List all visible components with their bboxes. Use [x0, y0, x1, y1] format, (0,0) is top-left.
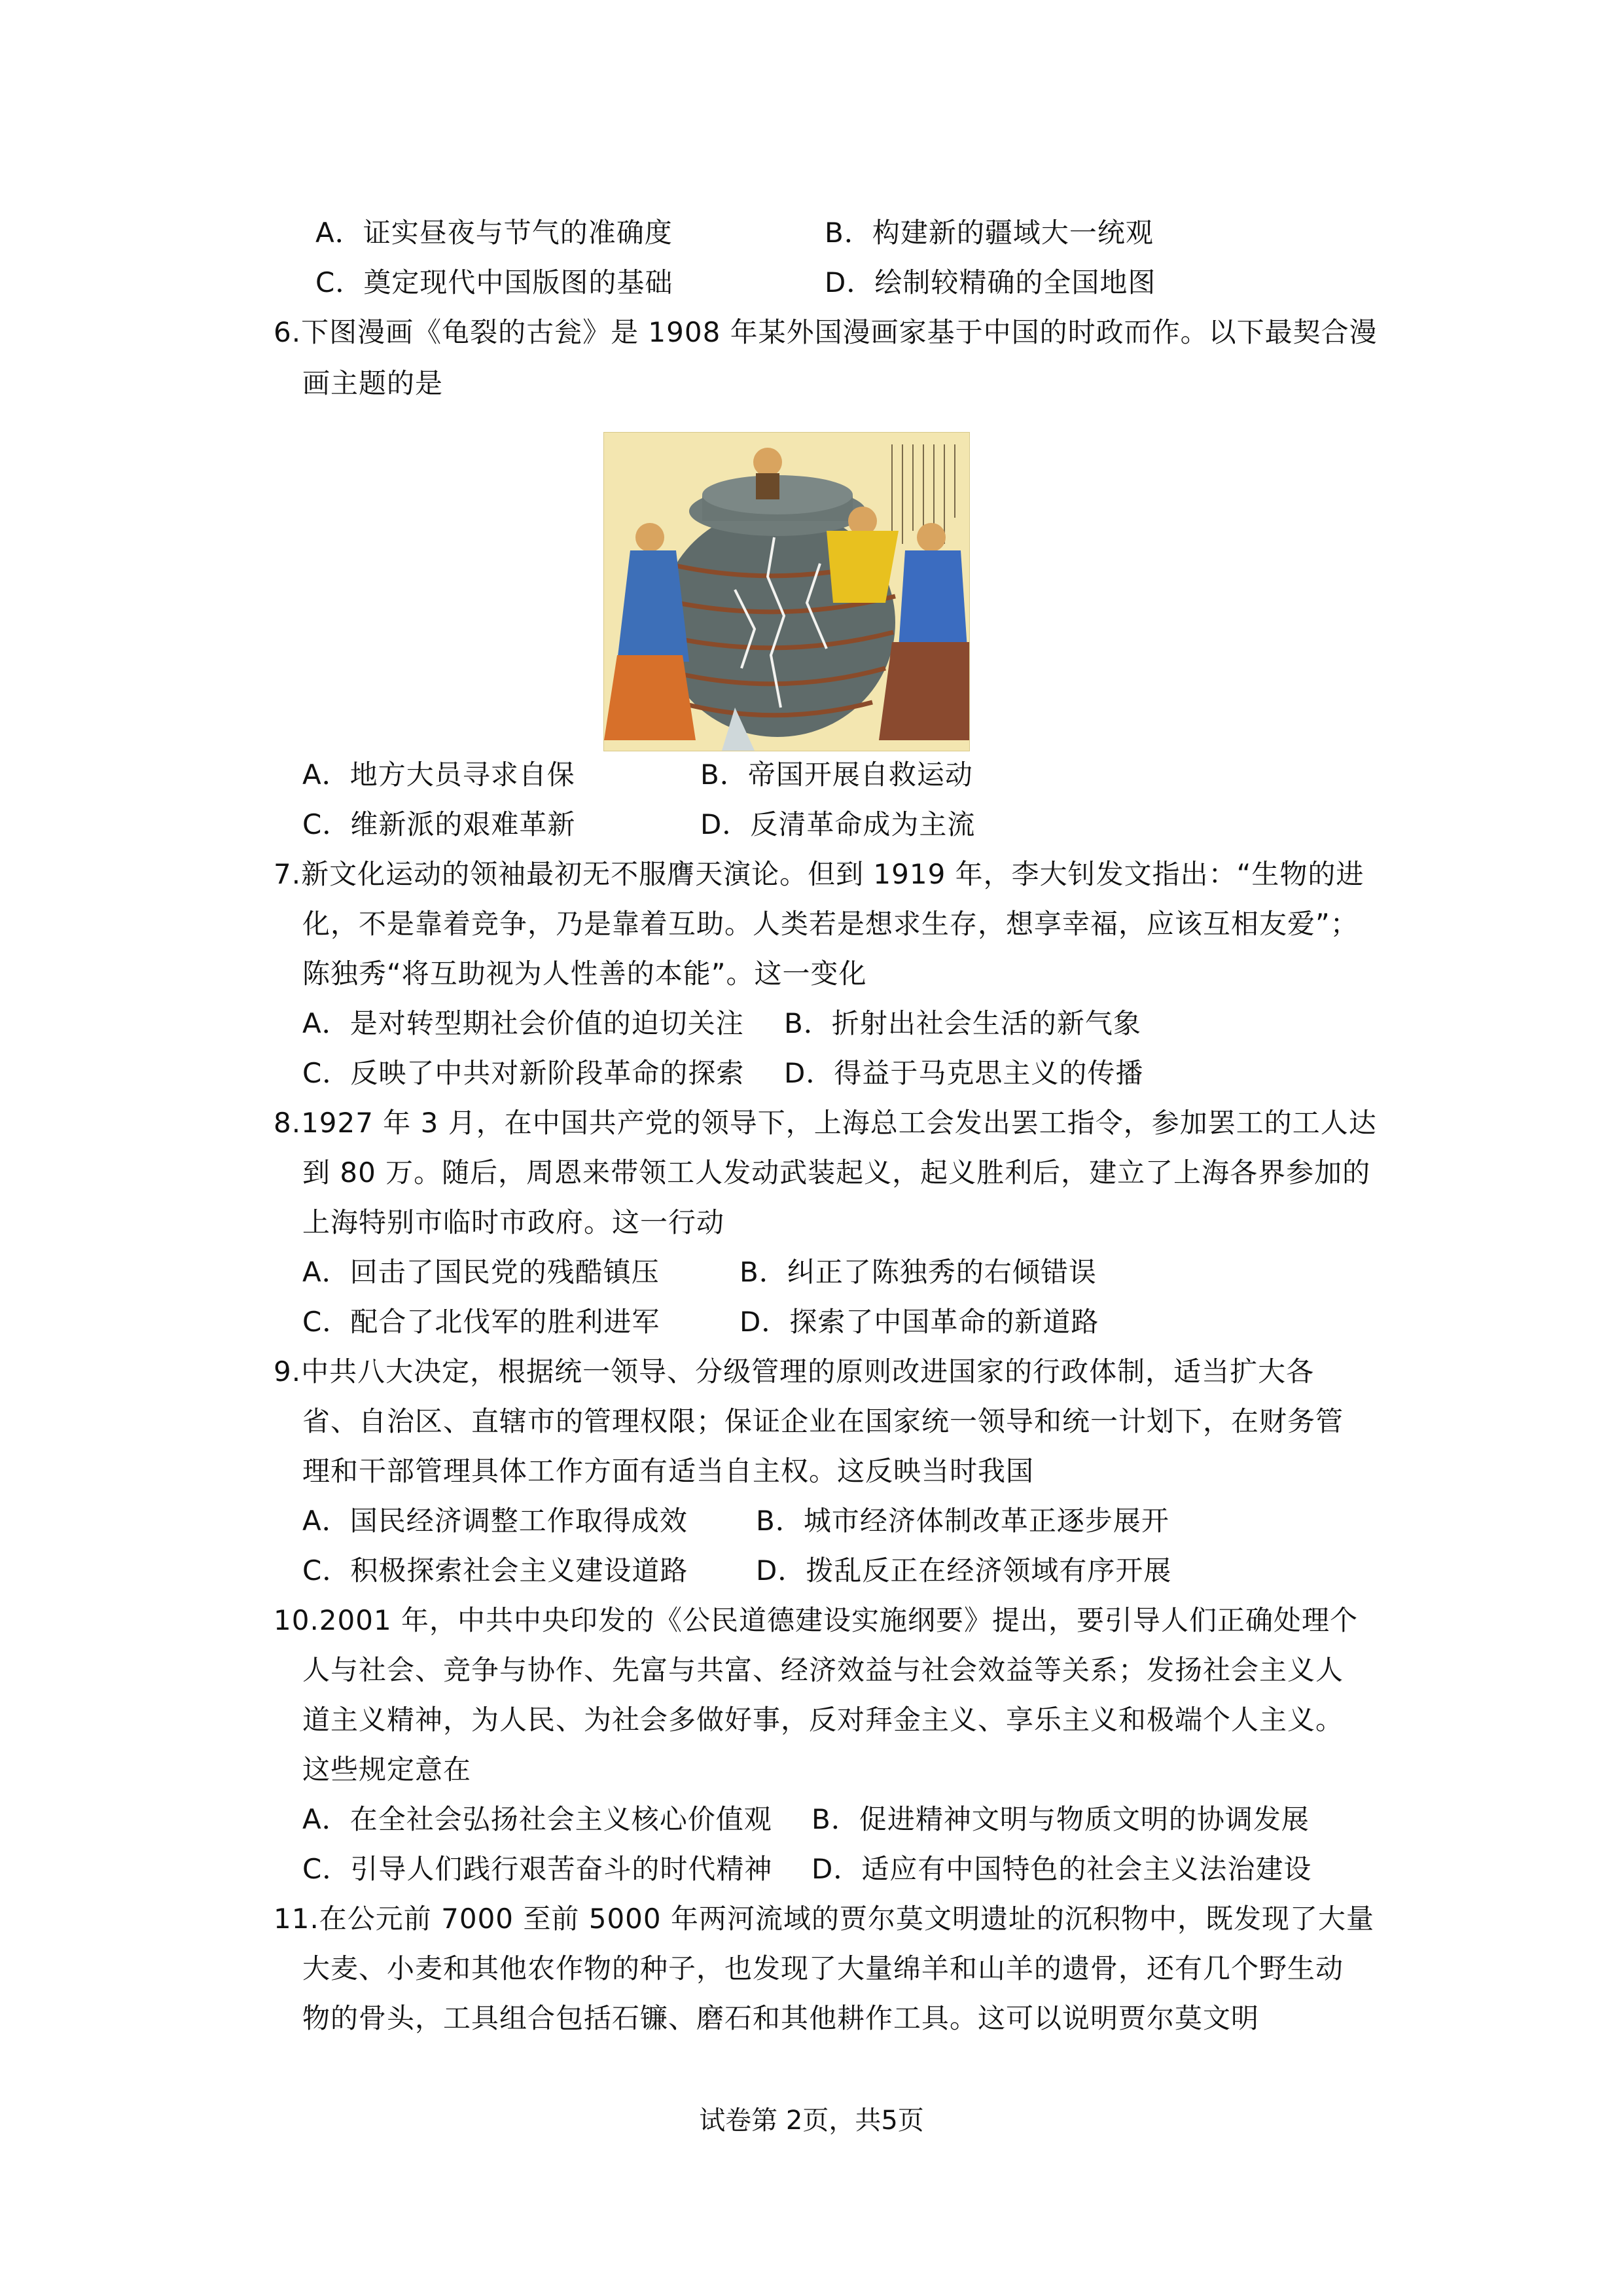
q6-option-c: C．维新派的艰难革新	[302, 808, 576, 840]
q5-option-a: A．证实昼夜与节气的准确度	[315, 217, 673, 249]
q8-option-b: B．纠正了陈独秀的右倾错误	[740, 1256, 1097, 1288]
q7-option-c: C．反映了中共对新阶段革命的探索	[302, 1057, 745, 1089]
q10-option-b: B．促进精神文明与物质文明的协调发展	[812, 1803, 1310, 1835]
q10-stem-line-1: 10.2001 年，中共中央印发的《公民道德建设实施纲要》提出，要引导人们正确处理个	[274, 1604, 1359, 1636]
q7-stem-line-3: 陈独秀“将互助视为人性善的本能”。这一变化	[302, 958, 867, 990]
q6-option-d: D．反清革命成为主流	[700, 808, 976, 840]
q10-option-d: D．适应有中国特色的社会主义法治建设	[812, 1853, 1312, 1885]
q10-option-c: C．引导人们践行艰苦奋斗的时代精神	[302, 1853, 773, 1885]
q11-stem-line-2: 大麦、小麦和其他农作物的种子，也发现了大量绵羊和山羊的遗骨，还有几个野生动	[302, 1952, 1344, 1984]
page-footer: 试卷第 2页，共5页	[699, 2106, 924, 2136]
q8-option-a: A．回击了国民党的残酷镇压	[302, 1256, 660, 1288]
q9-option-b: B．城市经济体制改革正逐步展开	[756, 1505, 1169, 1537]
q7-option-a: A．是对转型期社会价值的迫切关注	[302, 1007, 744, 1039]
q8-stem-line-3: 上海特别市临时市政府。这一行动	[302, 1206, 725, 1238]
q8-option-d: D．探索了中国革命的新道路	[740, 1306, 1099, 1338]
q6-option-b: B．帝国开展自救运动	[700, 759, 973, 791]
q5-option-b: B．构建新的疆域大一统观	[825, 217, 1154, 249]
q9-stem-line-2: 省、自治区、直辖市的管理权限；保证企业在国家统一领导和统一计划下，在财务管	[302, 1405, 1344, 1437]
q7-option-b: B．折射出社会生活的新气象	[784, 1007, 1141, 1039]
q5-option-d: D．绘制较精确的全国地图	[825, 266, 1156, 298]
q10-stem-line-2: 人与社会、竞争与协作、先富与共富、经济效益与社会效益等关系；发扬社会主义人	[302, 1654, 1344, 1686]
q10-stem-line-3: 道主义精神，为人民、为社会多做好事，反对拜金主义、享乐主义和极端个人主义。	[302, 1704, 1344, 1736]
q6-stem-line-1: 6.下图漫画《龟裂的古瓮》是 1908 年某外国漫画家基于中国的时政而作。以下最契合漫	[274, 316, 1378, 348]
q9-stem-line-3: 理和干部管理具体工作方面有适当自主权。这反映当时我国	[302, 1455, 1035, 1487]
q9-option-c: C．积极探索社会主义建设道路	[302, 1554, 688, 1587]
q8-stem-line-1: 8.1927 年 3 月，在中国共产党的领导下，上海总工会发出罢工指令，参加罢工的工人达	[274, 1107, 1377, 1139]
q8-option-c: C．配合了北伐军的胜利进军	[302, 1306, 660, 1338]
q8-stem-line-2: 到 80 万。随后，周恩来带领工人发动武装起义，起义胜利后，建立了上海各界参加的	[302, 1157, 1371, 1189]
q7-stem-line-1: 7.新文化运动的领袖最初无不服膺天演论。但到 1919 年，李大钊发文指出：“生物的进	[274, 858, 1364, 890]
q5-option-c: C．奠定现代中国版图的基础	[315, 266, 673, 298]
q11-stem-line-3: 物的骨头，工具组合包括石镰、磨石和其他耕作工具。这可以说明贾尔莫文明	[302, 2002, 1260, 2034]
q10-option-a: A．在全社会弘扬社会主义核心价值观	[302, 1803, 772, 1835]
q10-stem-line-4: 这些规定意在	[302, 1753, 472, 1785]
q11-stem-line-1: 11.在公元前 7000 至前 5000 年两河流域的贾尔莫文明遗址的沉积物中，既发现了大量	[274, 1903, 1374, 1935]
q9-option-d: D．拨乱反正在经济领域有序开展	[756, 1554, 1172, 1587]
q9-stem-line-1: 9.中共八大决定，根据统一领导、分级管理的原则改进国家的行政体制，适当扩大各	[274, 1355, 1315, 1388]
q6-stem-line-2: 画主题的是	[302, 367, 444, 399]
q9-option-a: A．国民经济调整工作取得成效	[302, 1505, 688, 1537]
q7-stem-line-2: 化，不是靠着竞争，乃是靠着互助。人类若是想求生存，想享幸福，应该互相友爱”；	[302, 908, 1359, 940]
q7-option-d: D．得益于马克思主义的传播	[784, 1057, 1144, 1089]
cracked-urn-illustration	[604, 433, 969, 751]
q6-option-a: A．地方大员寻求自保	[302, 759, 575, 791]
cartoon-cracked-urn-image	[603, 432, 970, 751]
